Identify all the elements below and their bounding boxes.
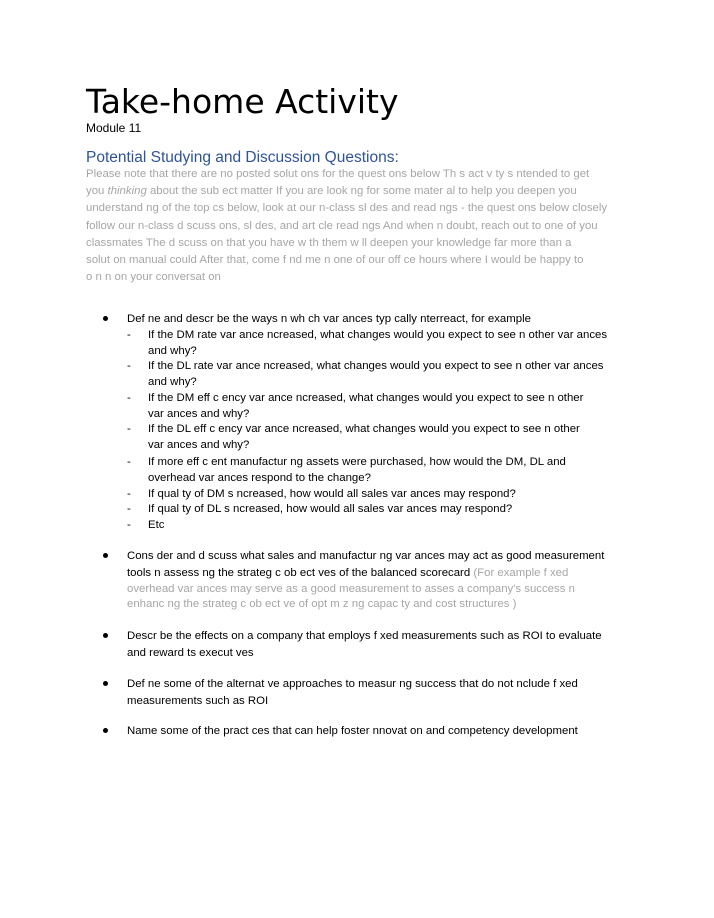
bullet-icon <box>103 633 108 638</box>
dash-marker: - <box>127 456 131 468</box>
bullet-text: Name some of the pract ces that can help foster nnovat on and competency development <box>127 725 578 737</box>
emphasis-text: thinking <box>107 185 147 197</box>
sub-item-text: var ances and why? <box>148 408 250 420</box>
sub-item-text: If the DM rate var ance ncreased, what changes would you expect to see n other var ances <box>148 329 608 341</box>
bullet-text: and reward ts execut ves <box>127 647 254 659</box>
dash-marker: - <box>127 503 131 515</box>
page-title: Take-home Activity <box>86 82 399 121</box>
sub-item-text: var ances and why? <box>148 439 250 451</box>
bullet-text: Cons der and d scuss what sales and manufactur ng var ances may act as good measurement <box>127 550 605 562</box>
sub-item-text: overhead var ances respond to the change? <box>148 472 371 484</box>
intro-line: understand ng of the top cs below, look at our n-class sl des and read ngs - the quest ons below closely <box>86 202 608 214</box>
sub-item-text: Etc <box>148 519 165 531</box>
bullet-text: Def ne some of the alternat ve approaches to measur ng success that do not nclude f xed <box>127 678 578 690</box>
bullet-text: tools n assess ng the strateg c ob ect ves of the balanced scorecard (For example f xed <box>127 567 569 579</box>
sub-item-text: If qual ty of DM s ncreased, how would all sales var ances may respond? <box>148 488 516 500</box>
note-text: enhanc ng the strateg c ob ect ve of opt m z ng capac ty and cost structures ) <box>127 598 517 610</box>
intro-line: classmates The d scuss on that you have w th them w ll deepen your knowledge far more than a <box>86 237 572 249</box>
bullet-icon <box>103 553 108 558</box>
intro-line: follow our n-class d scuss ons, sl des, and art cle read ngs And when n doubt, reach out to one of you <box>86 220 598 232</box>
module-label: Module 11 <box>86 121 142 135</box>
bullet-icon <box>103 681 108 686</box>
sub-item-text: If the DL rate var ance ncreased, what changes would you expect to see n other var ances <box>148 360 604 372</box>
bullet-text: Descr be the effects on a company that employs f xed measurements such as ROI to evaluate <box>127 630 602 642</box>
intro-line: o n n on your conversat on <box>86 271 221 283</box>
sub-item-text: If more eff c ent manufactur ng assets were purchased, how would the DM, DL and <box>148 456 566 468</box>
dash-marker: - <box>127 329 131 341</box>
sub-item-text: If qual ty of DL s ncreased, how would all sales var ances may respond? <box>148 503 513 515</box>
bullet-text: measurements such as ROI <box>127 695 269 707</box>
sub-item-text: If the DM eff c ency var ance ncreased, what changes would you expect to see n other <box>148 392 584 404</box>
sub-item-text: and why? <box>148 376 197 388</box>
note-text: overhead var ances may serve as a good measurement to asses a company's success n <box>127 583 575 595</box>
intro-line: solut on manual could After that, come f nd me n one of our off ce hours where I would be happy to <box>86 254 584 266</box>
dash-marker: - <box>127 392 131 404</box>
bullet-icon <box>103 316 108 321</box>
section-heading: Potential Studying and Discussion Questions: <box>86 149 399 166</box>
dash-marker: - <box>127 360 131 372</box>
sub-item-text: If the DL eff c ency var ance ncreased, what changes would you expect to see n other <box>148 423 580 435</box>
bullet-icon <box>103 728 108 733</box>
intro-line: Please note that there are no posted solut ons for the quest ons below Th s act v ty s ntended to get <box>86 168 590 180</box>
dash-marker: - <box>127 488 131 500</box>
dash-marker: - <box>127 519 131 531</box>
intro-line: you thinking about the sub ect matter If you are look ng for some mater al to help you deepen you <box>86 185 577 197</box>
dash-marker: - <box>127 423 131 435</box>
note-text: (For example f xed <box>470 567 569 579</box>
bullet-text: Def ne and descr be the ways n wh ch var ances typ cally nterreact, for example <box>127 313 531 325</box>
sub-item-text: and why? <box>148 345 197 357</box>
